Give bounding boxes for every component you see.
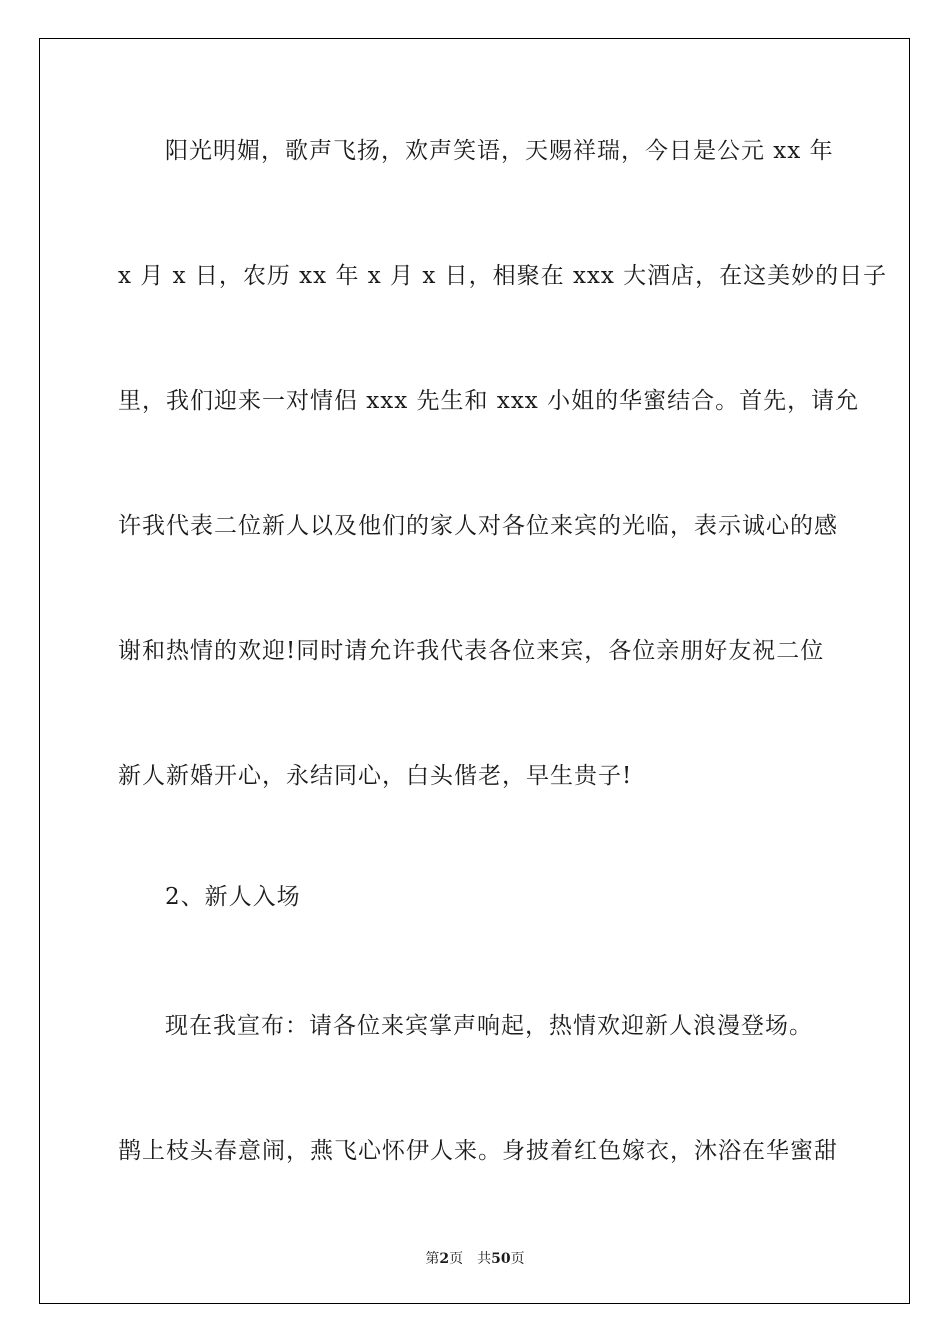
paragraph-line: 阳光明媚，歌声飞扬，欢声笑语，天赐祥瑞，今日是公元 xx 年 (165, 138, 834, 164)
page-suffix: 页 (449, 1251, 464, 1267)
paragraph-line: 现在我宣布：请各位来宾掌声响起，热情欢迎新人浪漫登场。 (165, 1013, 813, 1039)
total-pages: 50 (491, 1251, 511, 1267)
page-border (39, 38, 910, 1304)
paragraph-line: 谢和热情的欢迎!同时请允许我代表各位来宾，各位亲朋好友祝二位 (118, 638, 825, 664)
page-number: 2 (439, 1251, 450, 1267)
total-prefix: 共 (477, 1251, 492, 1267)
page-footer (0, 1248, 950, 1268)
paragraph-line: 许我代表二位新人以及他们的家人对各位来宾的光临，表示诚心的感 (118, 513, 838, 539)
page-prefix: 第 (425, 1251, 440, 1267)
paragraph-line: 新人新婚开心，永结同心，白头偕老，早生贵子! (118, 763, 633, 789)
paragraph-line: 里，我们迎来一对情侣 xxx 先生和 xxx 小姐的华蜜结合。首先，请允 (118, 388, 860, 414)
total-suffix: 页 (510, 1251, 525, 1267)
paragraph-line: 鹊上枝头春意闹，燕飞心怀伊人来。身披着红色嫁衣，沐浴在华蜜甜 (118, 1138, 838, 1164)
section-heading: 2、新人入场 (165, 884, 301, 910)
paragraph-line: x 月 x 日，农历 xx 年 x 月 x 日，相聚在 xxx 大酒店，在这美妙的日子 (118, 263, 888, 289)
